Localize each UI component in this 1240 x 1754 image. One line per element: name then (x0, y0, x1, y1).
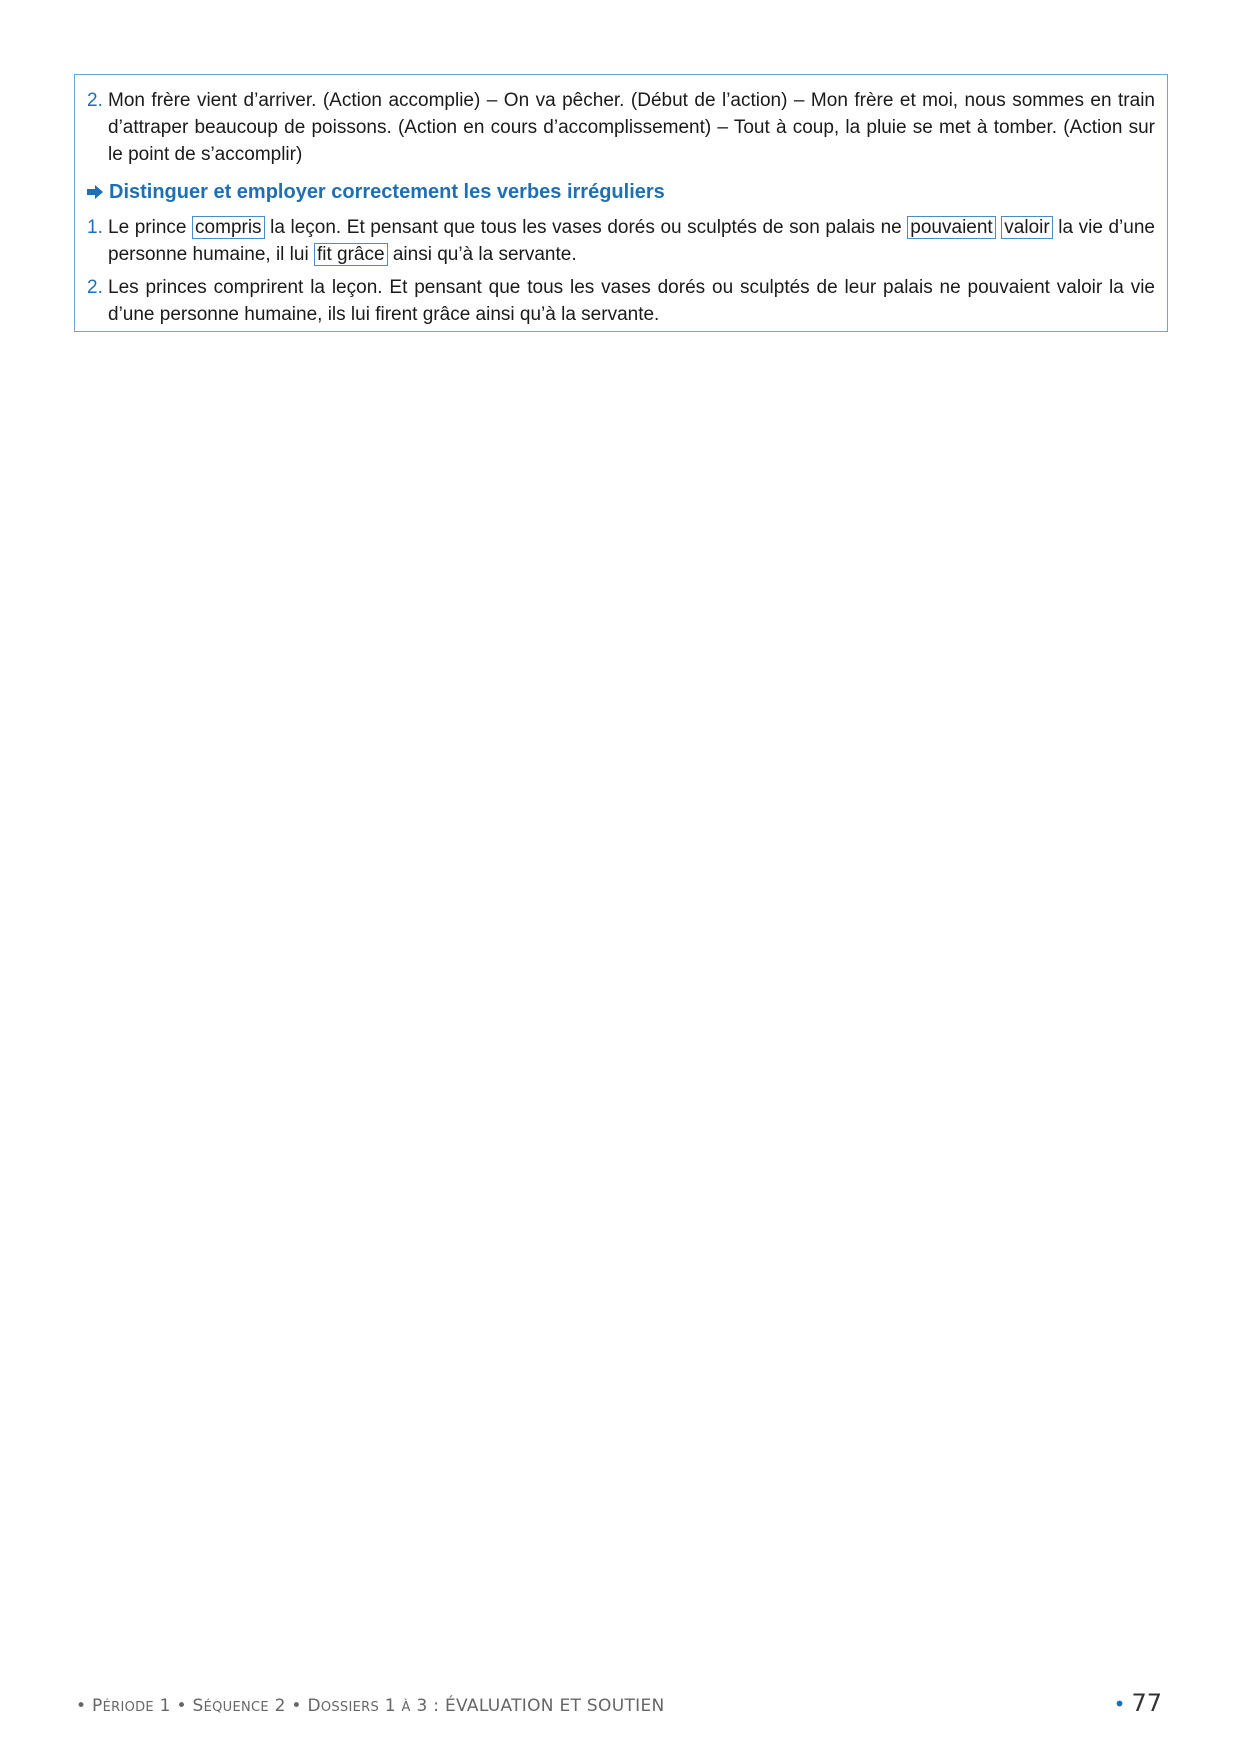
section-title: Distinguer et employer correctement les verbes irréguliers (109, 181, 665, 203)
page-number (1114, 1689, 1162, 1717)
text-segment: Le prince (108, 217, 193, 238)
text-segment: la leçon. Et pensant que tous les vases dorés ou sculptés de son palais ne (264, 217, 908, 238)
footer-text: 2 (268, 1696, 292, 1716)
footer-text: ÉQUENCE (203, 1700, 269, 1715)
footer-text: 1 (379, 1696, 402, 1716)
answer-2 (87, 274, 1155, 328)
text-segment: la vie d’une personne humaine, il lui (108, 217, 1155, 265)
page-bullet: • (1113, 1692, 1126, 1716)
running-footer (76, 1696, 665, 1716)
item-number: 2. (87, 90, 103, 111)
boxed-verb: valoir (1001, 216, 1052, 239)
item-text: Mon frère vient d’arriver. (Action accomplie) – On va pêcher. (Début de l’action) – Mon frère et moi, nous sommes en train d’attraper beaucoup de poissons. (Action en cours d’accomplissement) – Tout à coup, la pluie se met à tomber. (Action sur le point de s’accomplir) (108, 90, 1155, 165)
footer-text: S (192, 1696, 204, 1716)
arrow-right-icon (87, 185, 103, 199)
footer-text: OSSIERS (320, 1700, 380, 1715)
footer-text: ÉRIODE (102, 1700, 154, 1715)
footer-bullet: • (176, 1696, 193, 1716)
footer-text: P (92, 1696, 103, 1716)
boxed-verb: compris (192, 216, 265, 239)
answer-1 (87, 214, 1155, 268)
footer-text: ÉVALUATION ET SOUTIEN (445, 1696, 665, 1716)
answer-2-continued (87, 87, 1155, 168)
footer-text: 1 (153, 1696, 177, 1716)
footer-bullet: • (291, 1696, 308, 1716)
text-segment: ainsi qu’à la servante. (387, 244, 577, 265)
footer-bullet: • (76, 1696, 93, 1716)
item-number: 1. (87, 217, 103, 238)
page-number-value: 77 (1131, 1689, 1162, 1717)
footer-text: À (401, 1700, 411, 1715)
boxed-verb: pouvaient (907, 216, 995, 239)
item-text: Les princes comprirent la leçon. Et pensant que tous les vases dorés ou sculptés de leur palais ne pouvaient valoir la vie d’une personne humaine, ils lui firent grâce ainsi qu’à la servante. (108, 277, 1155, 325)
item-number: 2. (87, 277, 103, 298)
correction-box (74, 74, 1168, 332)
section-heading (87, 178, 1155, 206)
footer-text: 3 : (410, 1696, 446, 1716)
footer-text: D (307, 1696, 321, 1716)
boxed-verb: fit grâce (314, 243, 388, 266)
